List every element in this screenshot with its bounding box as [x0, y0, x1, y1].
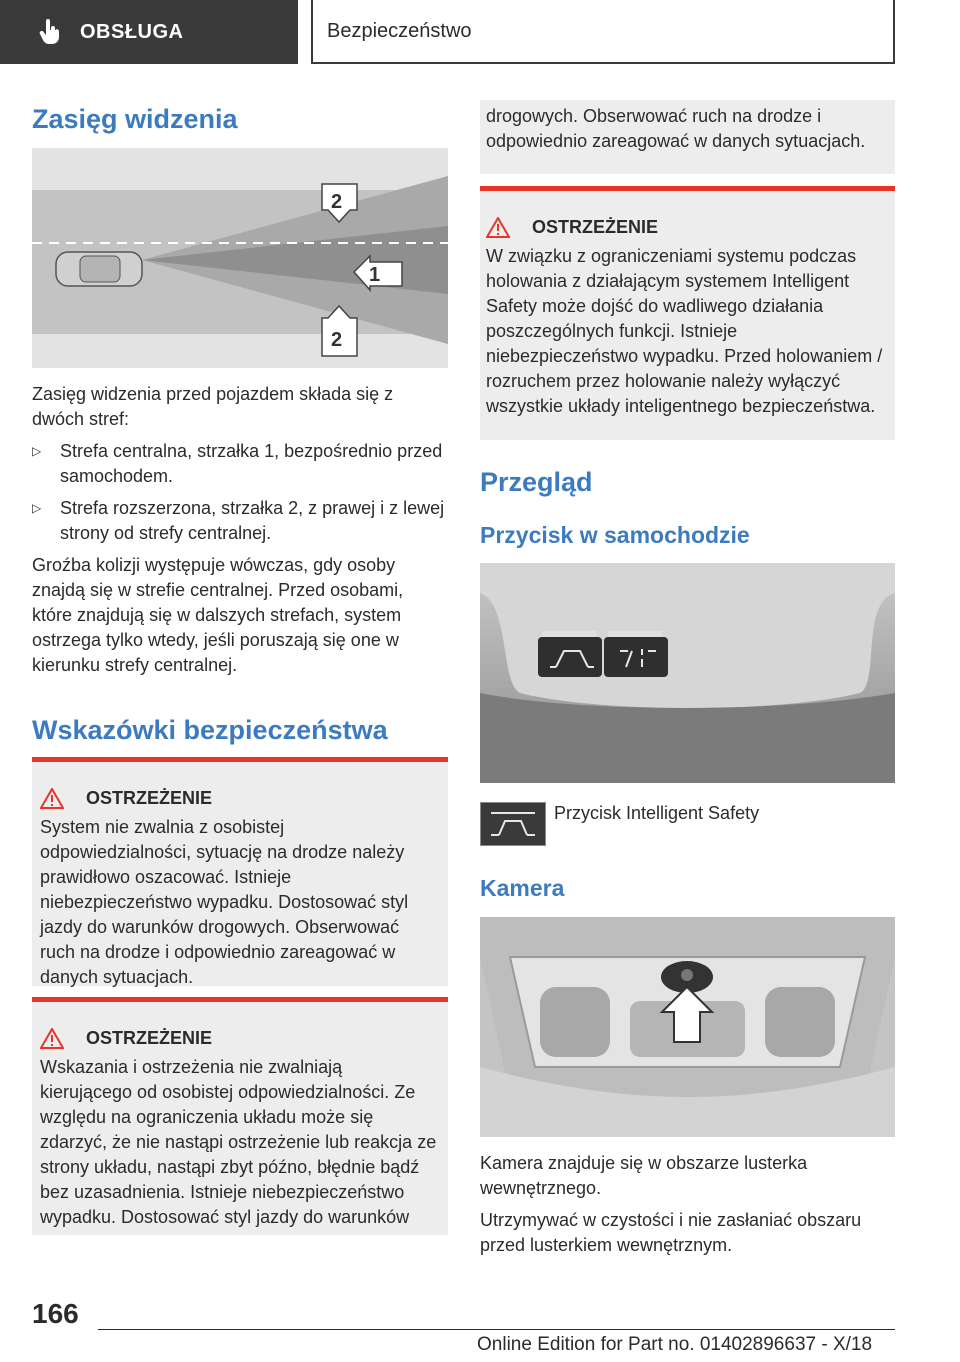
list-item	[32, 439, 448, 489]
section-title-visibility: Zasięg widzenia	[32, 104, 238, 134]
visibility-zone-diagram	[32, 148, 448, 368]
list-item-text: Strefa centralna, strzałka 1, bezpośrednio przed samochodem.	[60, 441, 443, 486]
subsection-title-button: Przycisk w samochodzie	[480, 522, 750, 548]
warning-triangle-icon	[40, 1028, 64, 1049]
warning-text: Wskazania i ostrzeżenia nie zwalniają kierującego od osobistej odpowiedzialności. Ze względu na ograniczenia układu może się zdarzyć, że nie nastąpi ostrzeżenie lub reakcja ze strony układu, nastąpi zbyt późno, błędnie bądź bez uzasadnienia. Istnieje niebezpieczeństwo wypadku. Dostosować styl jazdy do warunków	[40, 1057, 437, 1227]
warning-header	[40, 788, 438, 809]
warning-text: W związku z ograniczeniami systemu podczas holowania z działającym systemem Intelligent Safety może dojść do wadliwego działania poszczególnych funkcji. Istnieje niebezpieczeństwo wypadku. Przed holowaniem / rozruchem przez holowanie należy wyłączyć wszystkie układy inteligentnego bezpieczeństwa.	[486, 246, 883, 416]
warning-title: OSTRZEŻENIE	[86, 788, 213, 808]
warning-box-3	[480, 186, 895, 440]
page-number: 166	[32, 1298, 79, 1329]
list-item	[32, 496, 448, 546]
warning-header	[40, 1028, 438, 1049]
diagram-label-2-bottom: 2	[331, 329, 343, 351]
hand-pointer-icon	[38, 19, 62, 45]
diagram-label-1: 1	[369, 264, 381, 286]
camera-photo	[480, 917, 895, 1137]
footer-divider	[98, 1329, 895, 1330]
warning-title: OSTRZEŻENIE	[86, 1028, 213, 1048]
warning-triangle-icon	[40, 788, 64, 809]
section-tab-label: OBSŁUGA	[80, 20, 184, 43]
camera-text-1: Kamera znajduje się w obszarze lusterka wewnętrznego.	[480, 1153, 808, 1198]
section-title-safety: Wskazówki bezpieczeństwa	[32, 715, 388, 745]
diagram-label-2-top: 2	[331, 191, 343, 213]
warning-box-1	[32, 757, 448, 986]
bullet-triangle-icon: ▷	[32, 444, 42, 458]
camera-text-block	[480, 1151, 895, 1258]
chapter-title: Bezpieczeństwo	[327, 19, 472, 42]
chapter-header	[311, 0, 895, 64]
camera-text-2: Utrzymywać w czystości i nie zasłaniać obszaru przed lusterkiem wewnętrznym.	[480, 1210, 862, 1255]
warning-title: OSTRZEŻENIE	[532, 217, 659, 237]
warning-box-2	[32, 997, 448, 1235]
warning-header	[486, 217, 885, 238]
list-item-text: Strefa rozszerzona, strzałka 2, z prawej i z lewej strony od strefy centralnej.	[60, 498, 445, 543]
car-safety-icon	[481, 803, 545, 845]
warning-continued-text: drogowych. Obserwować ruch na drodze i odpowiednio zareagować w danych sytuacjach.	[486, 106, 866, 151]
button-photo	[480, 563, 895, 783]
warning-text: System nie zwalnia z osobistej odpowiedzialności, sytuację na drodze należy prawidłowo oszacować. Istnieje niebezpieczeństwo wypadku. Dostosować styl jazdy do warunków drogowych. Obserwować ruch na drodze i odpowiednio zareagować w danych sytuacjach.	[40, 817, 409, 987]
intelligent-safety-button-icon	[480, 802, 546, 846]
visibility-text-block	[32, 382, 448, 678]
collision-paragraph: Groźba kolizji występuje wówczas, gdy osoby znajdą się w strefie centralnej. Przed osobami, które znajdują się w dalszych strefach, system ostrzega tylko wtedy, jeśli poruszają się one w kierunku strefy centralnej.	[32, 555, 404, 675]
visibility-intro: Zasięg widzenia przed pojazdem składa się z dwóch stref:	[32, 384, 394, 429]
bullet-triangle-icon: ▷	[32, 501, 42, 515]
subsection-title-camera: Kamera	[480, 875, 565, 901]
section-tab	[0, 0, 298, 64]
button-caption: Przycisk Intelligent Safety	[554, 803, 760, 823]
section-title-overview: Przegląd	[480, 467, 593, 497]
warning-triangle-icon	[486, 217, 510, 238]
footer-edition: Online Edition for Part no. 01402896637 - X/18	[477, 1334, 873, 1355]
visibility-diagram-graphic	[32, 148, 448, 368]
warning-continuation	[480, 100, 895, 174]
button-photo-graphic	[480, 563, 895, 783]
camera-photo-graphic	[480, 917, 895, 1137]
